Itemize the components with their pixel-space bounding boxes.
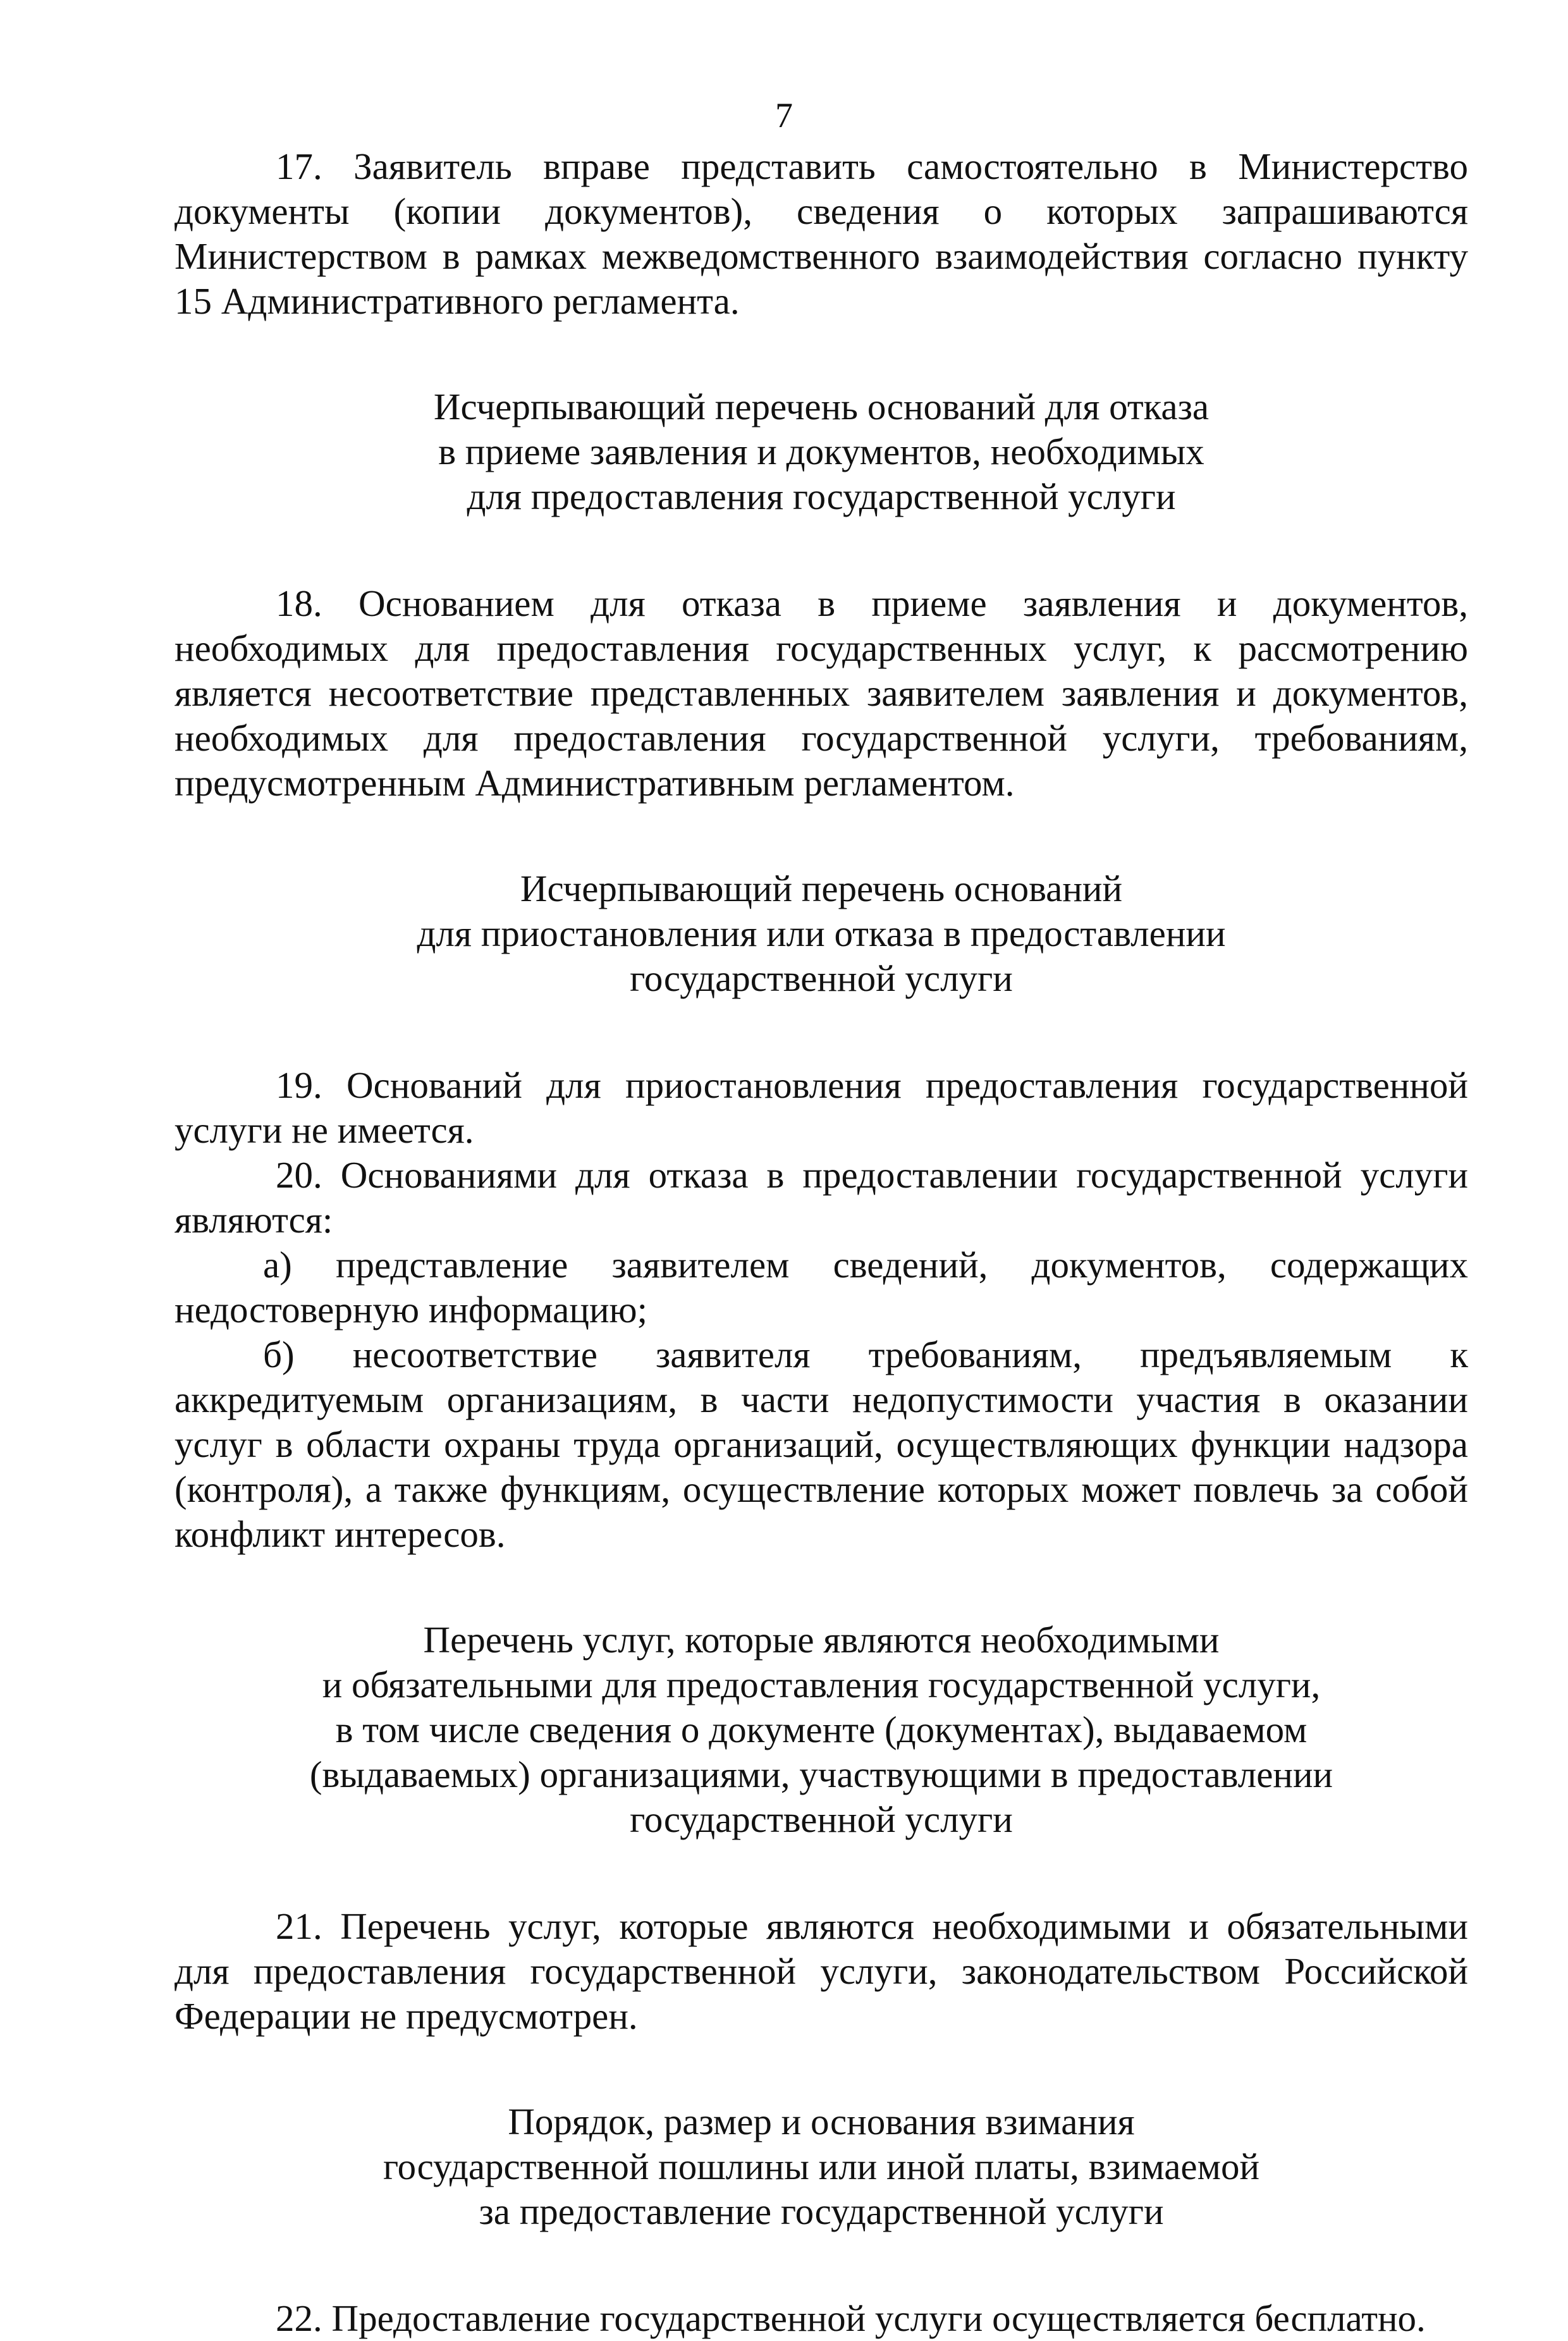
- paragraph-19: 19. Оснований для приостановления предоставления государственной услуги не имеется.: [175, 1064, 1468, 1151]
- section-heading-refusal-reception: [175, 384, 1468, 519]
- heading-line: (выдаваемых) организациями, участвующими в предоставлении: [309, 1754, 1333, 1795]
- document-body: [175, 144, 1468, 2341]
- heading-line: государственной пошлины или иной платы, взимаемой: [383, 2146, 1260, 2187]
- section-heading-required-services: [175, 1618, 1468, 1842]
- heading-line: Исчерпывающий перечень оснований: [520, 868, 1123, 909]
- heading-line: государственной услуги: [630, 1798, 1013, 1840]
- section-heading-fees: [175, 2099, 1468, 2234]
- heading-line: Исчерпывающий перечень оснований для отказа: [433, 386, 1210, 427]
- heading-line: и обязательными для предоставления государственной услуги,: [322, 1664, 1321, 1705]
- heading-line: в приеме заявления и документов, необходимых: [438, 431, 1204, 472]
- section-heading-suspension-refusal: [175, 866, 1468, 1001]
- heading-line: государственной услуги: [630, 957, 1013, 999]
- heading-line: Порядок, размер и основания взимания: [508, 2101, 1135, 2142]
- heading-line: за предоставление государственной услуги: [479, 2190, 1164, 2232]
- heading-line: для приостановления или отказа в предоставлении: [417, 912, 1226, 954]
- page-number: 7: [775, 96, 793, 135]
- paragraph-20: 20. Основаниями для отказа в предоставлении государственной услуги являются:: [175, 1154, 1468, 1241]
- heading-line: для предоставления государственной услуги: [467, 476, 1176, 517]
- subparagraph-a: а) представление заявителем сведений, документов, содержащих недостоверную информацию;: [175, 1244, 1468, 1330]
- subparagraph-b: б) несоответствие заявителя требованиям, предъявляемым к аккредитуемым организациям, в части недопустимости участия в оказании услуг в области охраны труда организаций, осуществляющих функции надзора (контроля), а также функциям, осуществление которых может повлечь за собой конфликт интересов.: [175, 1334, 1468, 1555]
- paragraph-18: 18. Основанием для отказа в приеме заявления и документов, необходимых для предоставления государственных услуг, к рассмотрению является несоответствие представленных заявителем заявления и документов, необходимых для предоставления государственной услуги, требованиям, предусмотренным Административным регламентом.: [175, 582, 1468, 804]
- paragraph-21: 21. Перечень услуг, которые являются необходимыми и обязательными для предоставления государственной услуги, законодательством Российской Федерации не предусмотрен.: [175, 1905, 1468, 2037]
- heading-line: Перечень услуг, которые являются необходимыми: [423, 1619, 1220, 1661]
- paragraph-22: 22. Предоставление государственной услуги осуществляется бесплатно.: [276, 2297, 1426, 2339]
- paragraph-17: 17. Заявитель вправе представить самостоятельно в Министерство документы (копии документов), сведения о которых запрашиваются Министерством в рамках межведомственного взаимодействия согласно пункту 15 Административного регламента.: [175, 145, 1468, 322]
- heading-line: в том числе сведения о документе (документах), выдаваемом: [335, 1709, 1308, 1750]
